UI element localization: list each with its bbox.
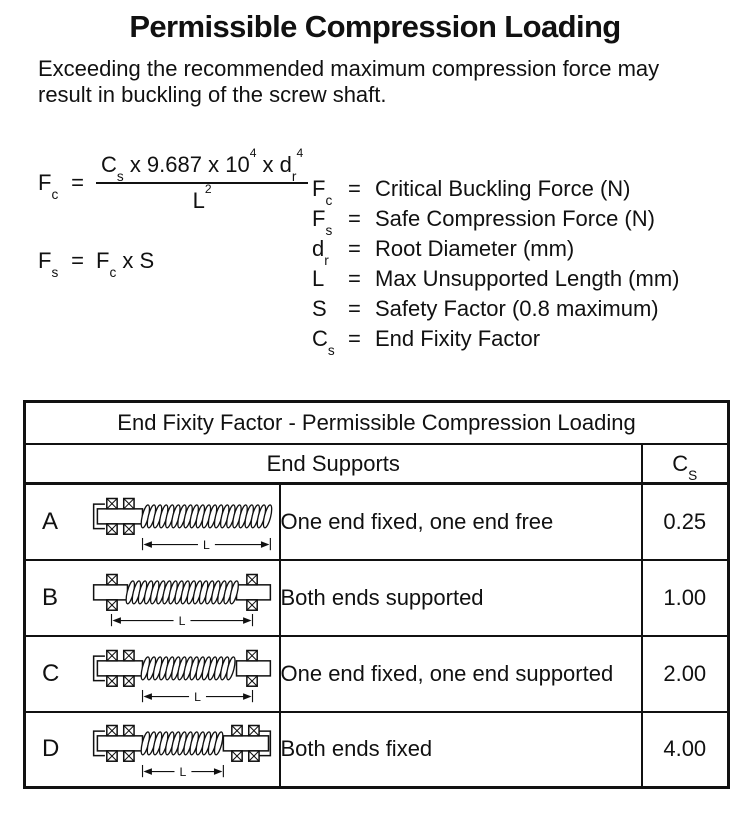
cs-value-a: 0.25 xyxy=(642,484,729,560)
formula-block xyxy=(38,146,310,281)
description-cell-b: Both ends supported xyxy=(280,560,642,636)
screw-diagram-one-end-fixed-one-supported xyxy=(88,642,276,706)
intro-line-1: Exceeding the recommended maximum compression force may xyxy=(38,56,660,81)
table-row-a xyxy=(25,484,729,560)
svg-text:L: L xyxy=(203,537,210,552)
table-row-d xyxy=(25,712,729,788)
definition-fc: $F_c$ = Critical Buckling Force (N) xyxy=(312,176,631,209)
formula-fs-lhs: $F_s$ = xyxy=(38,248,84,281)
screw-diagram-both-ends-supported xyxy=(88,566,276,630)
table-row-b xyxy=(25,560,729,636)
definition-fs: $F_s$ = Safe Compression Force (N) xyxy=(312,206,655,239)
svg-text:L: L xyxy=(179,765,187,780)
formula-fs-rhs: $F_c$ x S xyxy=(96,248,155,281)
diagram-cell-d xyxy=(25,712,280,788)
table-row-c xyxy=(25,636,729,712)
critical-buckling-formula xyxy=(38,146,310,214)
safe-force-formula xyxy=(38,248,310,281)
formula-section xyxy=(38,146,750,359)
definition-s: S = Safety Factor (0.8 maximum) xyxy=(312,296,659,321)
definition-cs: $C_s$ = End Fixity Factor xyxy=(312,326,541,359)
fraction-denominator: $L^2$ xyxy=(192,182,212,213)
intro-line-2: result in buckling of the screw shaft. xyxy=(38,82,387,107)
description-cell-a: One end fixed, one end free xyxy=(280,484,642,560)
end-fixity-table xyxy=(23,400,730,789)
end-supports-header: End Supports xyxy=(25,444,642,484)
svg-text:L: L xyxy=(194,689,201,704)
row-letter-b: B xyxy=(42,583,59,611)
cs-value-d: 4.00 xyxy=(642,712,729,788)
cs-value-b: 1.00 xyxy=(642,560,729,636)
definition-l: L = Max Unsupported Length (mm) xyxy=(312,266,680,291)
description-cell-d: Both ends fixed xyxy=(280,712,642,788)
fraction xyxy=(96,146,308,214)
row-letter-c: C xyxy=(42,659,60,687)
page-title: Permissible Compression Loading xyxy=(129,9,621,44)
svg-text:L: L xyxy=(178,613,186,628)
description-cell-c: One end fixed, one end supported xyxy=(280,636,642,712)
intro-text xyxy=(38,56,750,108)
screw-diagram-both-ends-fixed xyxy=(88,717,276,781)
definition-dr: $d_r$ = Root Diameter (mm) xyxy=(312,236,575,269)
table-title: End Fixity Factor - Permissible Compression Loading xyxy=(25,402,729,445)
cs-value-c: 2.00 xyxy=(642,636,729,712)
fraction-numerator: $C_s$ x 9.687 x $10^4$ x $d_r^4$ xyxy=(101,146,304,185)
cs-header: $C_S$ xyxy=(642,444,729,484)
diagram-cell-c xyxy=(25,636,280,712)
diagram-cell-b xyxy=(25,560,280,636)
row-letter-a: A xyxy=(42,507,59,535)
formula-fc-lhs: $F_c$ = xyxy=(38,170,84,203)
screw-diagram-one-end-fixed-one-free xyxy=(88,490,276,554)
diagram-cell-a xyxy=(25,484,280,560)
row-letter-d: D xyxy=(42,735,60,763)
variable-definitions xyxy=(312,152,680,359)
